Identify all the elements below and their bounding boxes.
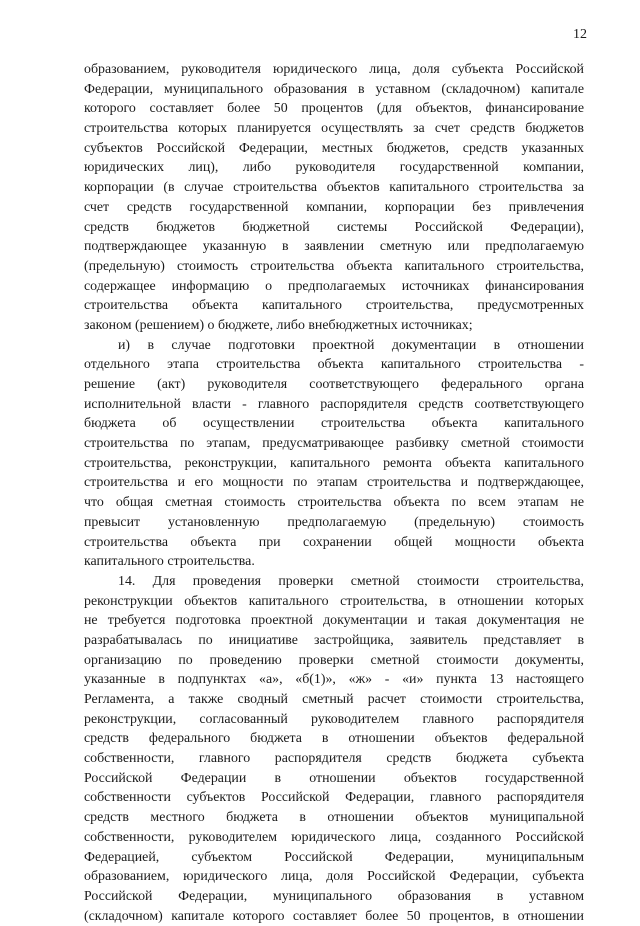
text-line: строительства по этапам, предусматривающее разбивку сметной стоимости <box>84 436 584 452</box>
text-line: собственности, руководителем юридического лица, созданного Российской <box>84 829 584 845</box>
page-number: 12 <box>573 27 587 42</box>
text-line: которого составляет более 50 процентов (для объектов, финансирование <box>84 101 584 117</box>
text-line: Федерацией, субъектом Российской Федерации, муниципальным <box>84 849 584 865</box>
text-line: исполнительной власти - главного распорядителя средств соответствующего <box>84 396 584 412</box>
text-line: организацию по проведению проверки сметной стоимости документы, <box>84 652 584 668</box>
text-line: подтверждающее указанную в заявлении сметную или предполагаемую <box>84 239 584 255</box>
text-line: (складочном) капитале которого составляет более 50 процентов, в отношении <box>84 908 584 924</box>
paragraph-14-start: 14. Для проведения проверки сметной стоимости строительства, <box>118 573 584 589</box>
text-line: строительства которых планируется осуществлять за счет средств бюджетов <box>84 121 584 137</box>
text-line: содержащее информацию о предполагаемых источниках финансирования <box>84 278 584 294</box>
text-line: решение (акт) руководителя соответствующего федерального органа <box>84 377 584 392</box>
document-body <box>84 60 584 926</box>
text-line: бюджета об осуществлении строительства объекта капитального <box>84 416 584 432</box>
text-line: субъектов Российской Федерации, местных бюджетов, средств указанных <box>84 140 584 156</box>
text-line: (предельную) стоимость строительства объекта капитального строительства, <box>84 258 584 274</box>
text-line: реконструкции, согласованный руководителем главного распорядителя <box>84 711 584 727</box>
text-line: средств бюджетов бюджетной системы Российской Федерации), <box>84 219 584 235</box>
text-line: превысит установленную предполагаемую (предельную) стоимость <box>84 514 584 530</box>
text-line: средств федерального бюджета в отношении объектов федеральной <box>84 731 584 747</box>
text-line: юридических лиц), либо руководителя государственной компании, <box>84 160 584 176</box>
text-line: строительства, реконструкции, капитального ремонта объекта капитального <box>84 455 584 471</box>
text-line: не требуется подготовка проектной документации и такая документация не <box>84 613 584 629</box>
text-line: строительства объекта капитального строительства, предусмотренных <box>84 298 584 314</box>
text-line: счет средств государственной компании, корпорации без привлечения <box>84 199 584 215</box>
text-line: собственности субъектов Российской Федерации, главного распорядителя <box>84 790 584 806</box>
text-line: указанные в подпунктах «а», «б(1)», «ж» - «и» пункта 13 настоящего <box>84 672 584 688</box>
text-line: капитального строительства. <box>84 554 255 570</box>
text-line: Российской Федерации в отношении объектов государственной <box>84 770 584 786</box>
text-line: Российской Федерации, муниципального образования в уставном <box>84 888 584 904</box>
text-line: реконструкции объектов капитального строительства, в отношении которых <box>84 593 584 609</box>
text-line: корпорации (в случае строительства объектов капитального строительства за <box>84 180 584 196</box>
text-line: образованием, руководителя юридического лица, доля субъекта Российской <box>84 62 584 77</box>
text-line: средств местного бюджета в отношении объектов муниципальной <box>84 810 584 826</box>
text-line: Регламента, а также сводный сметный расчет стоимости строительства, <box>84 692 584 707</box>
text-line: собственности, главного распорядителя средств бюджета субъекта <box>84 751 584 767</box>
text-line: образованием, юридического лица, доля Российской Федерации, субъекта <box>84 869 584 885</box>
text-line: разрабатывалась по инициативе застройщика, заявитель представляет в <box>84 632 584 648</box>
paragraph-i-start: и) в случае подготовки проектной документации в отношении <box>118 337 584 353</box>
text-line: отдельного этапа строительства объекта капитального строительства - <box>84 357 584 373</box>
text-line: законом (решением) о бюджете, либо внебюджетных источниках; <box>84 317 473 333</box>
text-line: строительства объекта при сохранении общей мощности объекта <box>84 534 584 550</box>
text-line: что общая сметная стоимость строительства объекта по всем этапам не <box>84 495 584 511</box>
text-line: строительства и его мощности по этапам строительства и подтверждающее, <box>84 475 584 491</box>
text-line: Федерации, муниципального образования в уставном (складочном) капитале <box>84 81 584 97</box>
